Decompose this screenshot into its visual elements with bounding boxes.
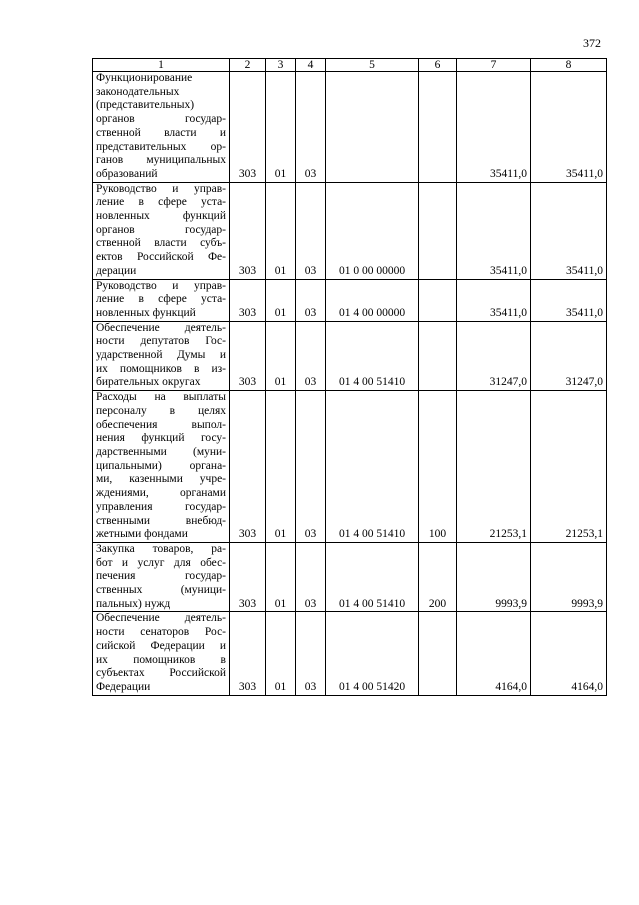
description-line: жетными фондами	[96, 528, 188, 541]
target-article-cell: 01 4 00 51410	[326, 391, 419, 543]
admin-code-cell: 303	[230, 279, 266, 321]
amount-cell: 9993,9	[457, 542, 531, 612]
description-line: представительных ор-	[96, 140, 226, 153]
description-line: ственных (муници-	[96, 584, 226, 597]
table-header-row	[93, 59, 607, 72]
description-line: органов государ-	[96, 223, 226, 236]
table-row	[93, 542, 607, 612]
page-number: 372	[583, 36, 601, 50]
description-line: ми, казенными учре-	[96, 473, 226, 486]
amount-cell: 35411,0	[457, 72, 531, 183]
description-line: ности сенаторов Рос-	[96, 626, 226, 639]
description-line: дерации	[96, 264, 137, 277]
description-line: новленных функций	[96, 306, 196, 319]
budget-table	[92, 58, 607, 696]
subsection-code-cell: 03	[296, 612, 326, 695]
row-description	[93, 72, 230, 183]
section-code-cell: 01	[266, 612, 296, 695]
description-line: печения государ-	[96, 570, 226, 583]
row-description	[93, 182, 230, 279]
subsection-code-cell: 03	[296, 72, 326, 183]
table-row	[93, 612, 607, 695]
target-article-cell: 01 4 00 51420	[326, 612, 419, 695]
description-line: Функционирование	[96, 72, 193, 84]
description-line: ственной власти субъ-	[96, 237, 226, 250]
description-line: бот и услуг для обес-	[96, 556, 226, 569]
amount-cell: 35411,0	[531, 182, 607, 279]
target-article-cell: 01 0 00 00000	[326, 182, 419, 279]
header-cell: 6	[419, 59, 457, 72]
description-line: образований	[96, 167, 158, 180]
description-line: Закупка товаров, ра-	[96, 542, 226, 555]
description-line: пальных) нужд	[96, 597, 171, 610]
description-line: дарственными (муни-	[96, 445, 226, 458]
target-article-cell	[326, 72, 419, 183]
description-line: бирательных округах	[96, 376, 201, 389]
table-row	[93, 321, 607, 391]
subsection-code-cell: 03	[296, 182, 326, 279]
description-line: законодательных	[96, 85, 180, 98]
section-code-cell: 01	[266, 542, 296, 612]
description-line: их помощников в	[96, 653, 226, 666]
expense-type-cell	[419, 279, 457, 321]
header-cell: 1	[93, 59, 230, 72]
amount-cell: 31247,0	[457, 321, 531, 391]
admin-code-cell: 303	[230, 391, 266, 543]
description-line: Расходы на выплаты	[96, 391, 226, 404]
amount-cell: 21253,1	[457, 391, 531, 543]
description-line: ждениями, органами	[96, 487, 226, 500]
admin-code-cell: 303	[230, 612, 266, 695]
description-line: обеспечения выпол-	[96, 418, 226, 431]
description-line: персоналу в целях	[96, 404, 226, 417]
subsection-code-cell: 03	[296, 279, 326, 321]
amount-cell: 31247,0	[531, 321, 607, 391]
description-line: Обеспечение деятель-	[96, 612, 226, 625]
row-description	[93, 279, 230, 321]
amount-cell: 4164,0	[457, 612, 531, 695]
admin-code-cell: 303	[230, 72, 266, 183]
header-cell: 4	[296, 59, 326, 72]
expense-type-cell	[419, 182, 457, 279]
description-line: субъектах Российской	[96, 667, 226, 680]
description-line: Руководство и управ-	[96, 279, 226, 292]
subsection-code-cell: 03	[296, 321, 326, 391]
description-line: Обеспечение деятель-	[96, 321, 226, 334]
amount-cell: 35411,0	[457, 279, 531, 321]
admin-code-cell: 303	[230, 542, 266, 612]
amount-cell: 9993,9	[531, 542, 607, 612]
amount-cell: 4164,0	[531, 612, 607, 695]
description-line: ударственной Думы и	[96, 349, 226, 362]
header-cell: 8	[531, 59, 607, 72]
section-code-cell: 01	[266, 72, 296, 183]
section-code-cell: 01	[266, 182, 296, 279]
amount-cell: 35411,0	[531, 72, 607, 183]
section-code-cell: 01	[266, 321, 296, 391]
description-line: ганов муниципальных	[96, 154, 226, 167]
target-article-cell: 01 4 00 51410	[326, 542, 419, 612]
amount-cell: 35411,0	[457, 182, 531, 279]
description-line: ственными внебюд-	[96, 514, 226, 527]
subsection-code-cell: 03	[296, 542, 326, 612]
section-code-cell: 01	[266, 279, 296, 321]
header-cell: 3	[266, 59, 296, 72]
row-description	[93, 542, 230, 612]
description-line: сийской Федерации и	[96, 639, 226, 652]
description-line: ление в сфере уста-	[96, 196, 226, 209]
header-cell: 7	[457, 59, 531, 72]
header-cell: 2	[230, 59, 266, 72]
description-line: их помощников в из-	[96, 362, 226, 375]
table-row	[93, 391, 607, 543]
description-line: ственной власти и	[96, 126, 226, 139]
description-line: Федерации	[96, 680, 151, 693]
description-line: новленных функций	[96, 210, 226, 223]
description-line: ление в сфере уста-	[96, 293, 226, 306]
admin-code-cell: 303	[230, 182, 266, 279]
expense-type-cell	[419, 72, 457, 183]
subsection-code-cell: 03	[296, 391, 326, 543]
description-line: органов государ-	[96, 113, 226, 126]
amount-cell: 35411,0	[531, 279, 607, 321]
expense-type-cell: 100	[419, 391, 457, 543]
description-line: Руководство и управ-	[96, 182, 226, 195]
description-line: нения функций госу-	[96, 432, 226, 445]
table-row	[93, 182, 607, 279]
description-line: (представительных)	[96, 99, 195, 112]
header-cell: 5	[326, 59, 419, 72]
table-row	[93, 279, 607, 321]
expense-type-cell: 200	[419, 542, 457, 612]
amount-cell: 21253,1	[531, 391, 607, 543]
description-line: ности депутатов Гос-	[96, 335, 226, 348]
description-line: ектов Российской Фе-	[96, 251, 226, 264]
admin-code-cell: 303	[230, 321, 266, 391]
row-description	[93, 321, 230, 391]
description-line: ципальными) органа-	[96, 459, 226, 472]
row-description	[93, 391, 230, 543]
description-line: управления государ-	[96, 500, 226, 513]
target-article-cell: 01 4 00 51410	[326, 321, 419, 391]
target-article-cell: 01 4 00 00000	[326, 279, 419, 321]
section-code-cell: 01	[266, 391, 296, 543]
expense-type-cell	[419, 612, 457, 695]
row-description	[93, 612, 230, 695]
expense-type-cell	[419, 321, 457, 391]
table-row	[93, 72, 607, 183]
